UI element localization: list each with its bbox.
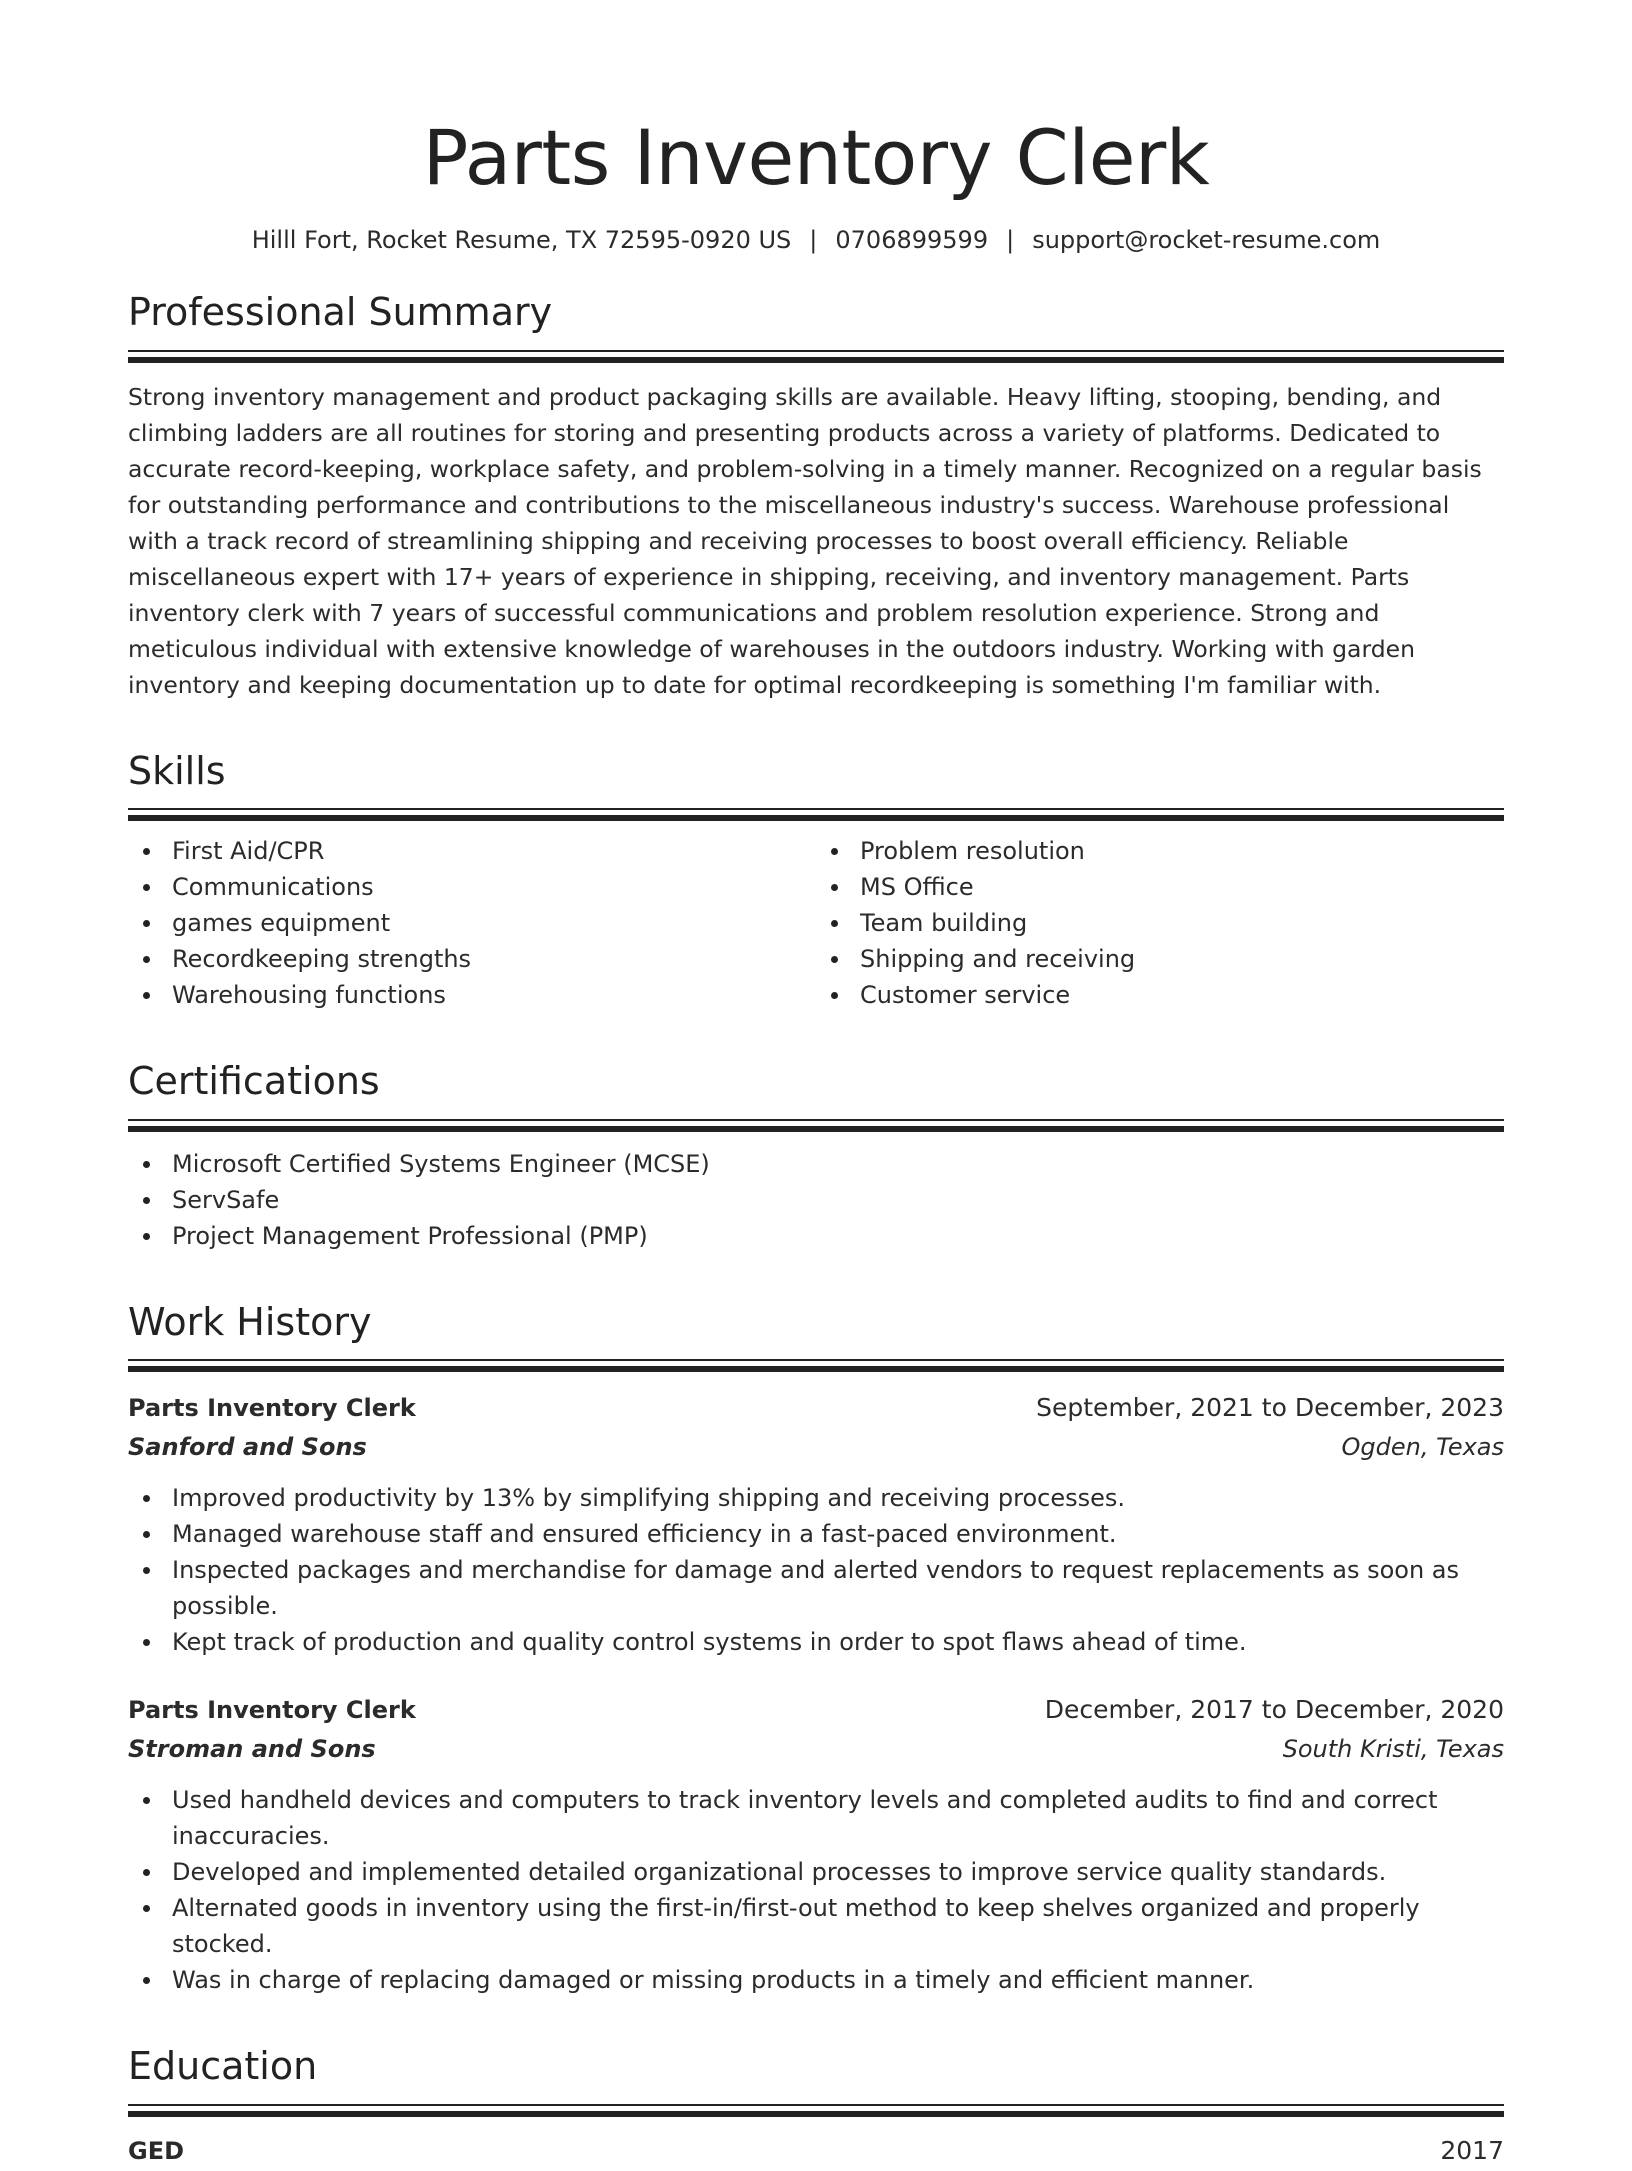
section-divider bbox=[128, 808, 1504, 821]
job-dates: September, 2021 to December, 2023 bbox=[1036, 1393, 1504, 1423]
skills-section bbox=[128, 749, 1504, 1014]
job-dates: December, 2017 to December, 2020 bbox=[1044, 1695, 1504, 1725]
contact-address: Hilll Fort, Rocket Resume, TX 72595-0920 US bbox=[251, 226, 792, 254]
job-bullet: Used handheld devices and computers to track inventory levels and completed audits to find and correct inaccuracies. bbox=[172, 1782, 1504, 1854]
section-title: Professional Summary bbox=[128, 290, 553, 334]
section-title: Skills bbox=[128, 748, 226, 793]
job-entry bbox=[128, 1690, 1504, 1998]
job-bullet: Managed warehouse staff and ensured efficiency in a fast-paced environment. bbox=[172, 1516, 1504, 1552]
job-bullet: Improved productivity by 13% by simplifying shipping and receiving processes. bbox=[172, 1480, 1504, 1516]
contact-line bbox=[128, 226, 1504, 254]
contact-phone: 0706899599 bbox=[835, 226, 989, 254]
summary-section bbox=[128, 290, 1504, 703]
job-company-row bbox=[128, 1428, 1504, 1466]
skill-item: MS Office bbox=[860, 869, 1504, 905]
skills-grid bbox=[128, 821, 1504, 1013]
job-title: Parts Inventory Clerk bbox=[128, 1696, 416, 1725]
section-divider bbox=[128, 350, 1504, 363]
job-title: Parts Inventory Clerk bbox=[128, 1394, 416, 1423]
job-company: Stroman and Sons bbox=[128, 1735, 376, 1764]
skill-item: First Aid/CPR bbox=[172, 833, 816, 869]
skill-item: Warehousing functions bbox=[172, 977, 816, 1013]
job-company-row bbox=[128, 1730, 1504, 1768]
job-header-row bbox=[128, 1690, 1504, 1730]
job-bullet: Inspected packages and merchandise for damage and alerted vendors to request replacements as soon as possible. bbox=[172, 1552, 1504, 1624]
job-bullets bbox=[128, 1782, 1504, 1998]
certifications-list bbox=[128, 1146, 1504, 1254]
education-degree: GED bbox=[128, 2136, 185, 2165]
education-section bbox=[128, 2044, 1504, 2171]
job-company: Sanford and Sons bbox=[128, 1433, 367, 1462]
certification-item: Microsoft Certified Systems Engineer (MCSE) bbox=[172, 1146, 1504, 1182]
summary-text: Strong inventory management and product packaging skills are available. Heavy lifting, stooping, bending, and climbing ladders are all routines for storing and presenting products across a variety of platforms. Dedicated to accurate record-keeping, workplace safety, and problem-solving in a timely manner. Recognized on a regular basis for outstanding performance and contributions to the miscellaneous industry's success. Warehouse professional with a track record of streamlining shipping and receiving processes to boost overall efficiency. Reliable miscellaneous expert with 17+ years of experience in shipping, receiving, and inventory management. Parts inventory clerk with 7 years of successful communications and problem resolution experience. Strong and meticulous individual with extensive knowledge of warehouses in the outdoors industry. Working with garden inventory and keeping documentation up to date for optimal recordkeeping is something I'm familiar with. bbox=[128, 382, 1482, 699]
certification-item: Project Management Professional (PMP) bbox=[172, 1218, 1504, 1254]
skill-item: games equipment bbox=[172, 905, 816, 941]
work-history-section bbox=[128, 1300, 1504, 1999]
skills-list-right bbox=[816, 833, 1504, 1013]
section-divider bbox=[128, 1359, 1504, 1372]
certification-item: ServSafe bbox=[172, 1182, 1504, 1218]
contact-separator: | bbox=[809, 226, 818, 254]
skill-item: Team building bbox=[860, 905, 1504, 941]
job-bullet: Developed and implemented detailed organizational processes to improve service quality standards. bbox=[172, 1854, 1504, 1890]
job-location: South Kristi, Texas bbox=[1282, 1735, 1504, 1764]
resume-name: Parts Inventory Clerk bbox=[422, 113, 1210, 202]
section-divider bbox=[128, 1119, 1504, 1132]
job-bullet: Kept track of production and quality control systems in order to spot flaws ahead of time. bbox=[172, 1624, 1504, 1660]
education-row bbox=[128, 2131, 1504, 2171]
contact-email: support@rocket-resume.com bbox=[1032, 226, 1381, 254]
section-title: Work History bbox=[128, 1299, 372, 1344]
education-year: 2017 bbox=[1440, 2135, 1504, 2165]
job-entry bbox=[128, 1388, 1504, 1660]
skill-item: Recordkeeping strengths bbox=[172, 941, 816, 977]
skill-item: Communications bbox=[172, 869, 816, 905]
contact-separator: | bbox=[1006, 226, 1015, 254]
job-bullet: Alternated goods in inventory using the first-in/first-out method to keep shelves organized and properly stocked. bbox=[172, 1890, 1504, 1962]
certifications-section bbox=[128, 1059, 1504, 1254]
section-title: Certifications bbox=[128, 1059, 380, 1104]
job-bullets bbox=[128, 1480, 1504, 1660]
skill-item: Problem resolution bbox=[860, 833, 1504, 869]
job-bullet: Was in charge of replacing damaged or missing products in a timely and efficient manner. bbox=[172, 1962, 1504, 1998]
skill-item: Shipping and receiving bbox=[860, 941, 1504, 977]
section-divider bbox=[128, 2104, 1504, 2117]
job-location: Ogden, Texas bbox=[1341, 1433, 1504, 1462]
section-title: Education bbox=[128, 2044, 318, 2089]
job-header-row bbox=[128, 1388, 1504, 1428]
skill-item: Customer service bbox=[860, 977, 1504, 1013]
skills-list-left bbox=[128, 833, 816, 1013]
